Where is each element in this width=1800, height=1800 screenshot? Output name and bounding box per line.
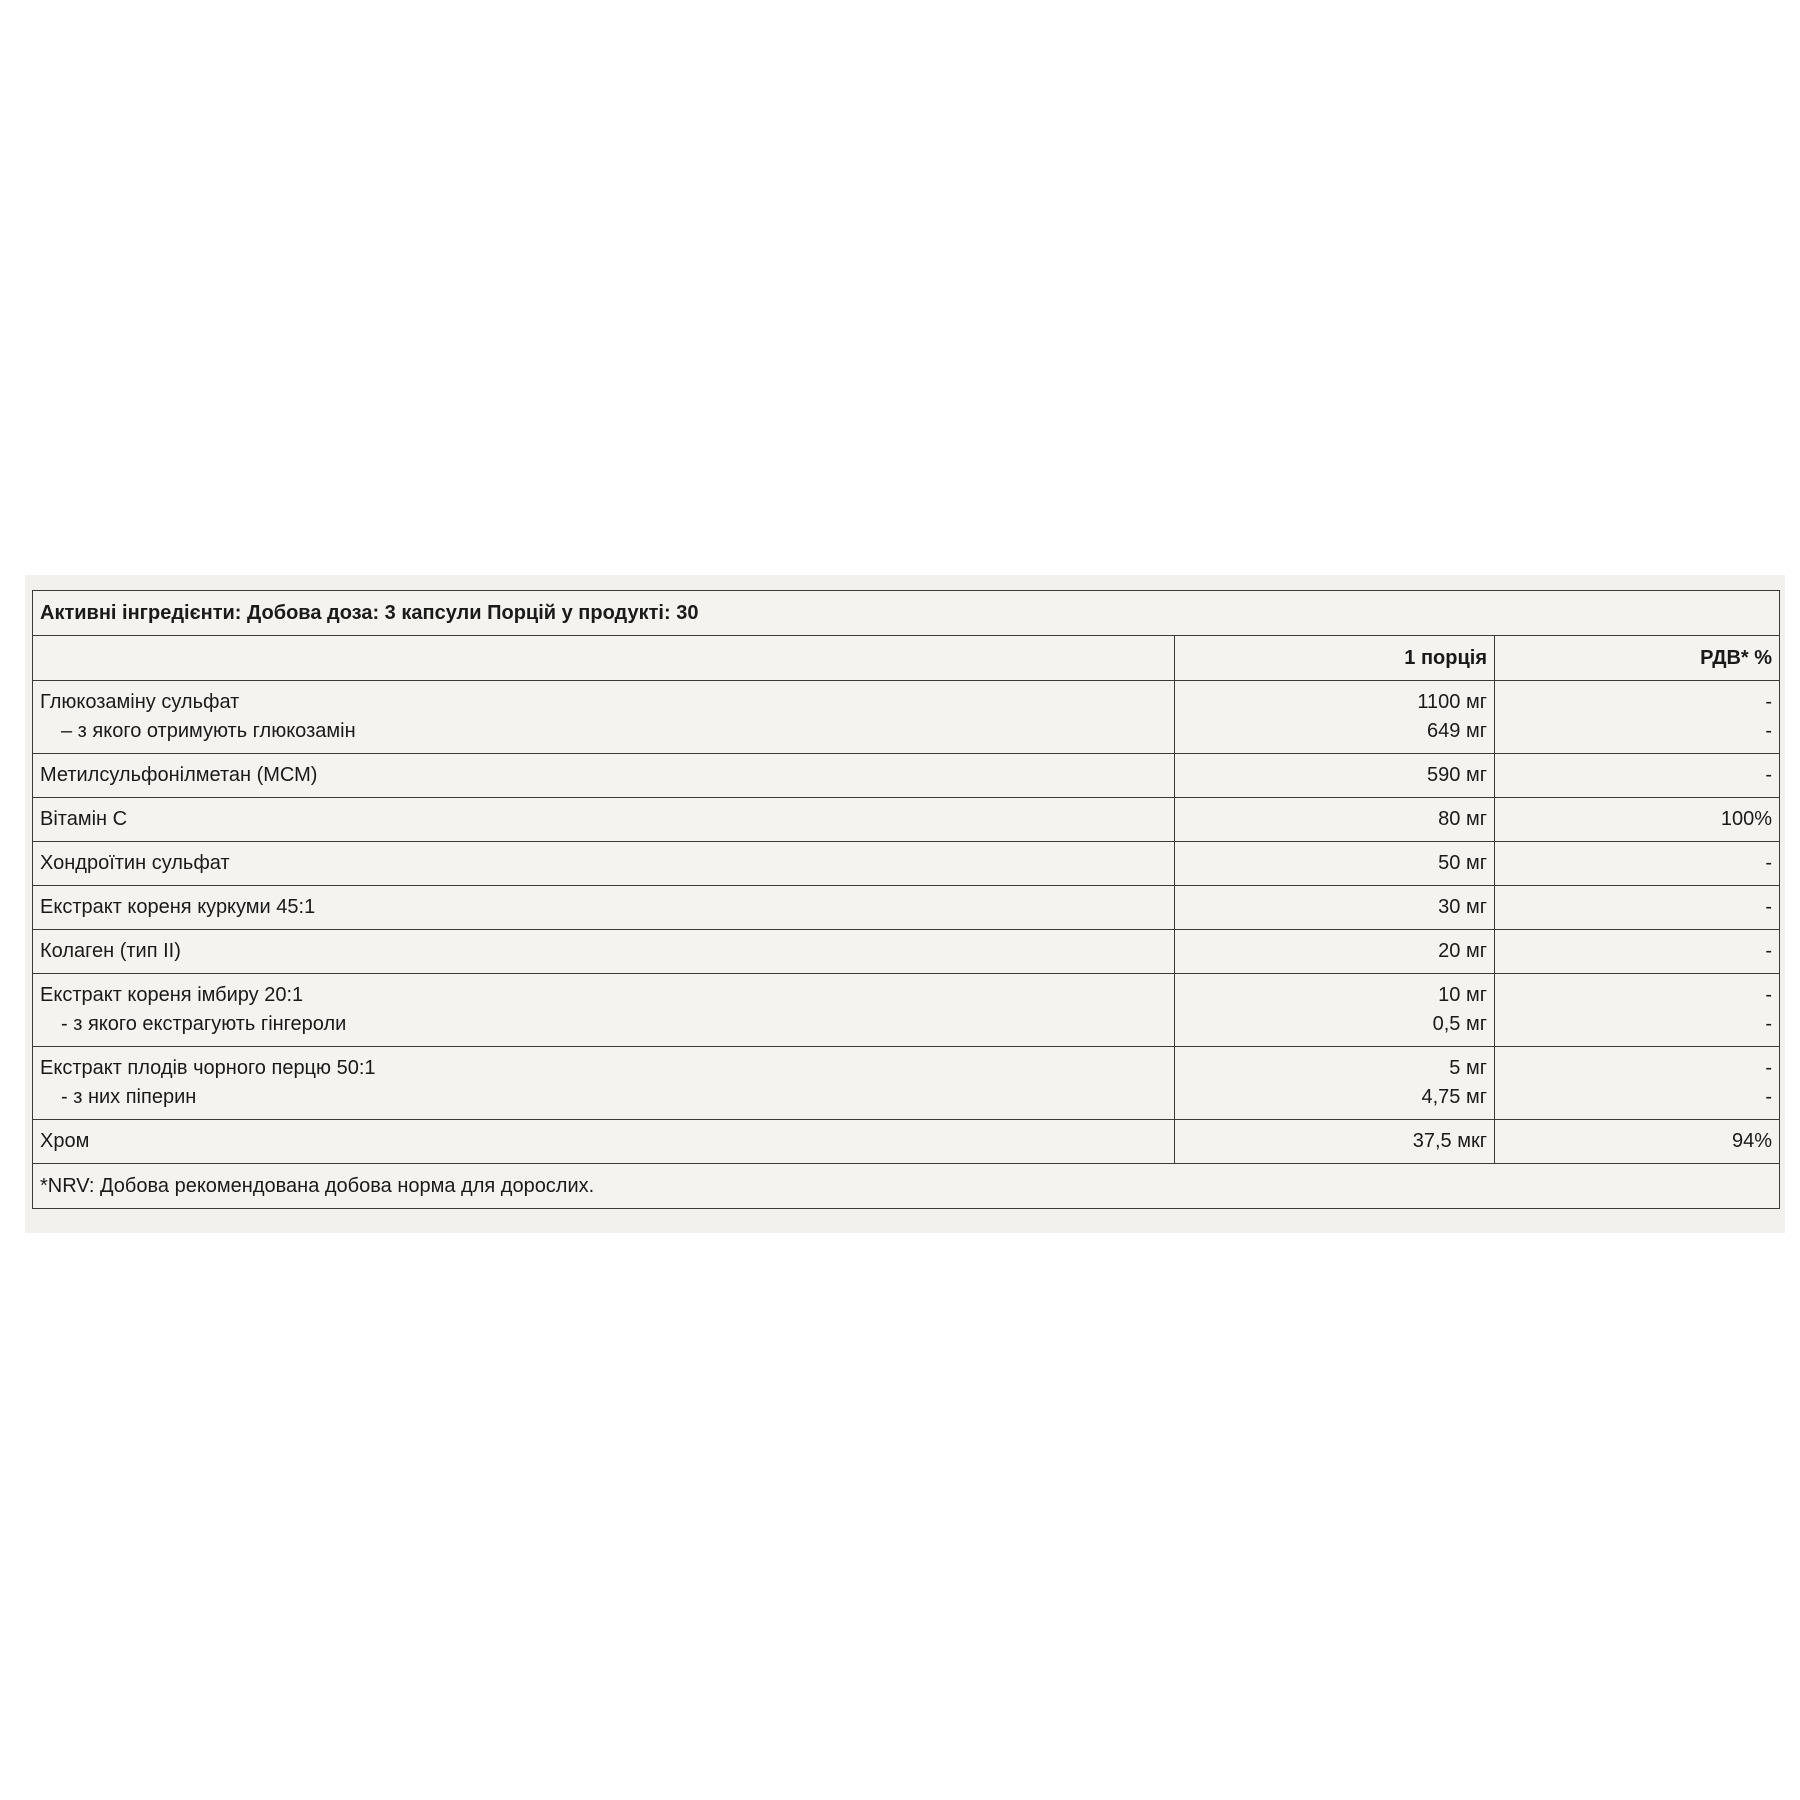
portion-subvalue: 4,75 мг bbox=[1421, 1086, 1487, 1108]
supplement-facts-table bbox=[32, 590, 1780, 1209]
rdv-value: 94% bbox=[1495, 1120, 1780, 1164]
portion-value: 5 мг bbox=[1449, 1057, 1487, 1079]
table-row bbox=[33, 681, 1780, 754]
table-header-row bbox=[33, 636, 1780, 681]
rdv-cell bbox=[1495, 1047, 1780, 1120]
table-row bbox=[33, 930, 1780, 974]
footnote-row bbox=[33, 1164, 1780, 1209]
portion-value: 80 мг bbox=[1175, 798, 1495, 842]
ingredient-name: Екстракт кореня імбиру 20:1 bbox=[40, 984, 304, 1006]
rdv-cell bbox=[1495, 681, 1780, 754]
rdv-subvalue: - bbox=[1765, 1013, 1773, 1035]
rdv-value: 100% bbox=[1495, 798, 1780, 842]
rdv-cell bbox=[1495, 974, 1780, 1047]
portion-value: 30 мг bbox=[1175, 886, 1495, 930]
rdv-value: - bbox=[1495, 842, 1780, 886]
rdv-value: - bbox=[1765, 1057, 1773, 1079]
table-row bbox=[33, 842, 1780, 886]
ingredient-name-cell bbox=[33, 974, 1175, 1047]
ingredient-subname: - з якого екстрагують гінгероли bbox=[61, 1013, 347, 1035]
portion-value: 50 мг bbox=[1175, 842, 1495, 886]
rdv-subvalue: - bbox=[1765, 720, 1773, 742]
table-row bbox=[33, 1047, 1780, 1120]
portion-value: 10 мг bbox=[1438, 984, 1487, 1006]
table-title: Активні інгредієнти: Добова доза: 3 капсули Порцій у продукті: 30 bbox=[33, 591, 1780, 636]
table-row bbox=[33, 974, 1780, 1047]
rdv-value: - bbox=[1765, 984, 1773, 1006]
table-row bbox=[33, 886, 1780, 930]
rdv-value: - bbox=[1495, 754, 1780, 798]
ingredient-subname: - з них піперин bbox=[61, 1086, 197, 1108]
ingredient-name-cell bbox=[33, 681, 1175, 754]
portion-cell bbox=[1175, 974, 1495, 1047]
ingredient-name-cell bbox=[33, 1047, 1175, 1120]
rdv-value: - bbox=[1495, 886, 1780, 930]
table-row bbox=[33, 1120, 1780, 1164]
ingredient-name: Глюкозаміну сульфат bbox=[40, 691, 240, 713]
ingredient-name: Колаген (тип II) bbox=[33, 930, 1175, 974]
ingredient-name: Вітамін С bbox=[33, 798, 1175, 842]
portion-value: 1100 мг bbox=[1417, 691, 1487, 713]
ingredient-name: Хондроїтин сульфат bbox=[33, 842, 1175, 886]
portion-cell bbox=[1175, 681, 1495, 754]
ingredient-name: Хром bbox=[33, 1120, 1175, 1164]
ingredient-subname: – з якого отримують глюкозамін bbox=[61, 720, 356, 742]
portion-value: 20 мг bbox=[1175, 930, 1495, 974]
portion-subvalue: 0,5 мг bbox=[1432, 1013, 1487, 1035]
header-rdv: РДВ* % bbox=[1495, 636, 1780, 681]
header-portion: 1 порція bbox=[1175, 636, 1495, 681]
footnote: *NRV: Добова рекомендована добова норма для дорослих. bbox=[33, 1164, 1780, 1209]
header-name bbox=[33, 636, 1175, 681]
supplement-facts-panel bbox=[25, 575, 1785, 1233]
ingredient-name: Екстракт кореня куркуми 45:1 bbox=[33, 886, 1175, 930]
rdv-subvalue: - bbox=[1765, 1086, 1773, 1108]
rdv-value: - bbox=[1765, 691, 1773, 713]
ingredient-name: Метилсульфонілметан (МСМ) bbox=[33, 754, 1175, 798]
table-row bbox=[33, 798, 1780, 842]
table-title-row bbox=[33, 591, 1780, 636]
portion-value: 37,5 мкг bbox=[1175, 1120, 1495, 1164]
portion-value: 590 мг bbox=[1175, 754, 1495, 798]
table-row bbox=[33, 754, 1780, 798]
rdv-value: - bbox=[1495, 930, 1780, 974]
portion-cell bbox=[1175, 1047, 1495, 1120]
portion-subvalue: 649 мг bbox=[1427, 720, 1487, 742]
ingredient-name: Екстракт плодів чорного перцю 50:1 bbox=[40, 1057, 376, 1079]
